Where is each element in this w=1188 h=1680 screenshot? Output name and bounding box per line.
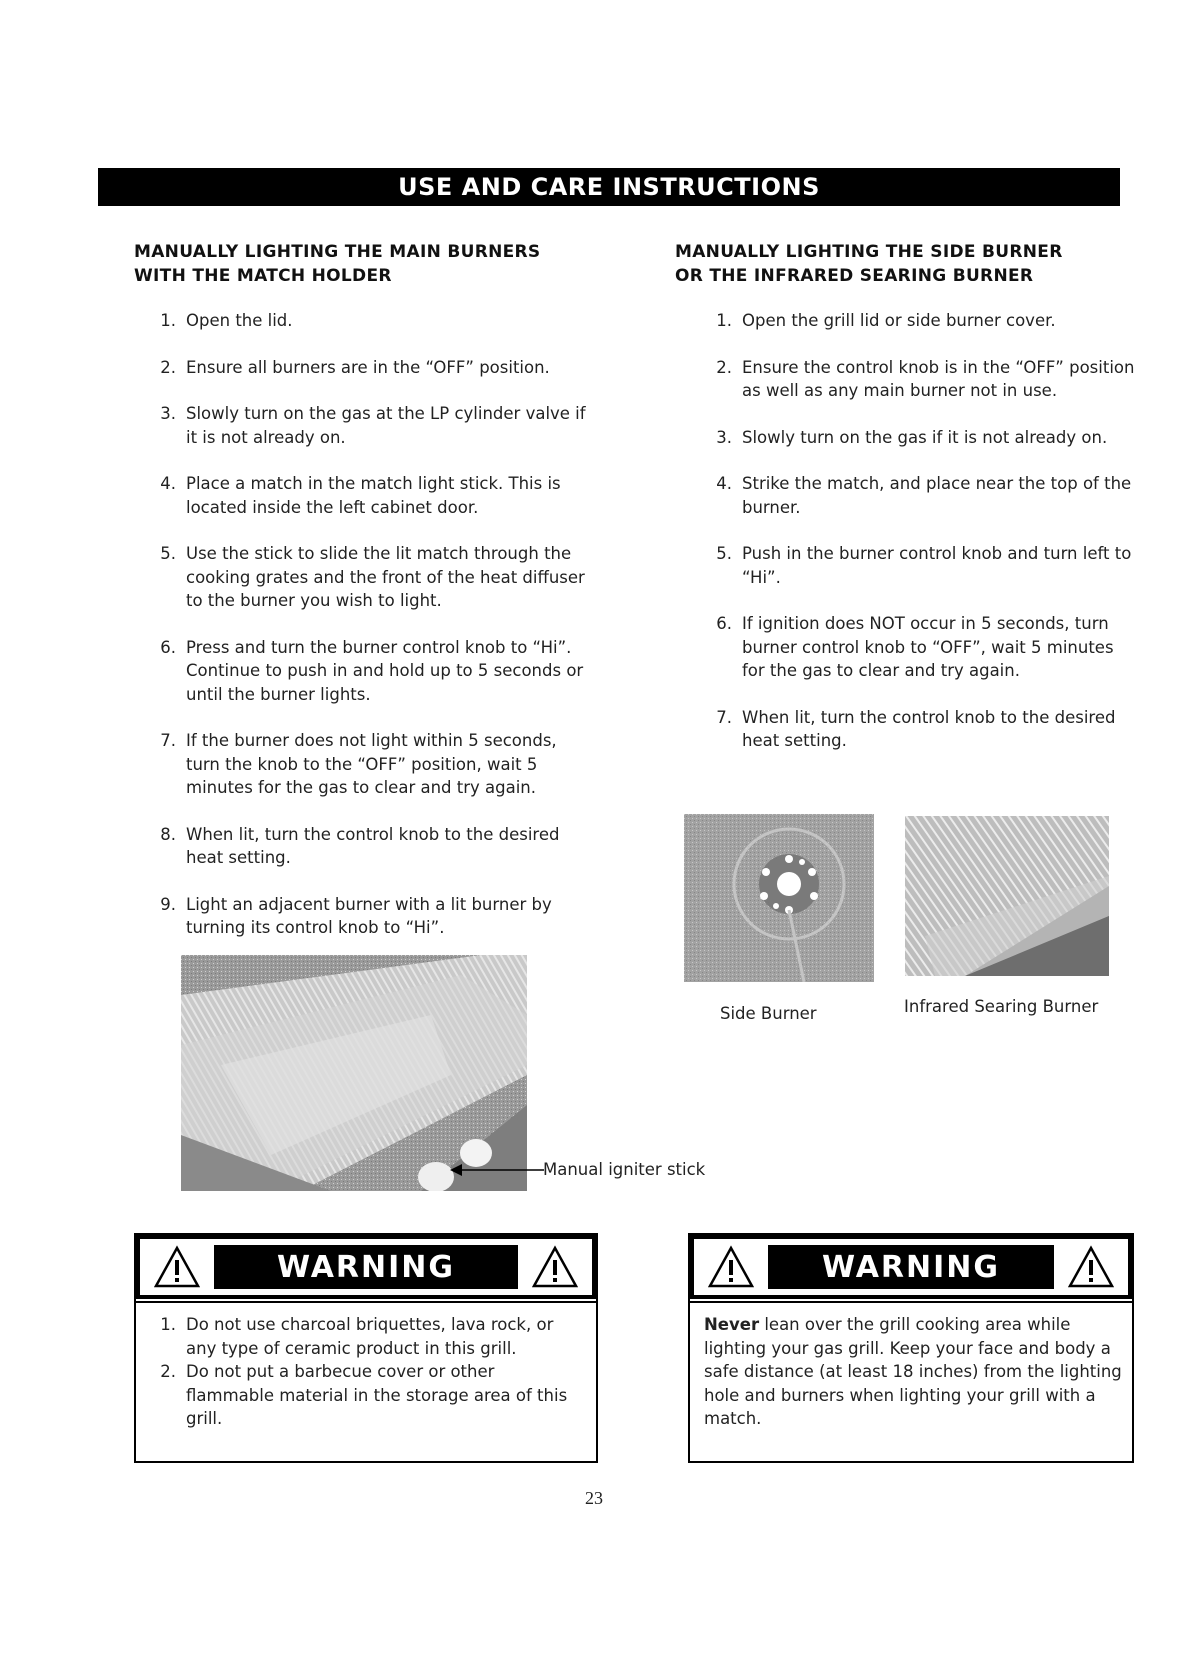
- warning-list: [152, 1313, 572, 1431]
- side-burner-steps: [708, 309, 1138, 753]
- side-burner-heading: MANUALLY LIGHTING THE SIDE BURNER OR THE INFRARED SEARING BURNER: [675, 242, 1063, 286]
- warning-label: WARNING: [276, 1249, 456, 1285]
- main-burners-heading: MANUALLY LIGHTING THE MAIN BURNERS WITH THE MATCH HOLDER: [134, 242, 541, 286]
- warning-box-right: [688, 1233, 1134, 1463]
- warning-text: Never lean over the grill cooking area while lighting your gas grill. Keep your face and body a safe distance (at least 18 inches) from the lighting hole and burners when lighting your grill with a match.: [704, 1315, 1122, 1428]
- igniter-stick-label: Manual igniter stick: [543, 1160, 706, 1179]
- infrared-burner-illustration: [905, 816, 1109, 976]
- grill-grate-illustration: [181, 955, 527, 1191]
- list-item: 8. When lit, turn the control knob to the desired heat setting.: [160, 824, 560, 867]
- list-item: 6. If ignition does NOT occur in 5 seconds, turn burner control knob to “OFF”, wait 5 minutes for the gas to clear and try again.: [716, 614, 1114, 680]
- list-item: 7. When lit, turn the control knob to the desired heat setting.: [716, 707, 1116, 750]
- warning-header: [690, 1235, 1132, 1299]
- list-item: 9. Light an adjacent burner with a lit burner by turning its control knob to “Hi”.: [160, 894, 552, 937]
- list-item: 4. Strike the match, and place near the top of the burner.: [716, 474, 1132, 517]
- warning-triangle-icon: [708, 1245, 754, 1289]
- side-burner-photo: [684, 814, 874, 982]
- list-item: 4. Place a match in the match light stick. This is located inside the left cabinet door.: [160, 474, 561, 517]
- list-item: 1. Open the grill lid or side burner cover.: [716, 311, 1056, 330]
- list-item: 3. Slowly turn on the gas if it is not already on.: [716, 427, 1108, 447]
- arrow-icon: [450, 1160, 545, 1180]
- warning-box-left: [134, 1233, 598, 1463]
- list-item: 6. Press and turn the burner control knob to “Hi”. Continue to push in and hold up to 5 seconds or until the burner lights.: [160, 637, 584, 704]
- infrared-burner-caption: Infrared Searing Burner: [904, 997, 1099, 1016]
- warning-label: WARNING: [821, 1249, 1001, 1285]
- page-number: 23: [585, 1488, 603, 1508]
- side-burner-illustration: [684, 814, 874, 982]
- warning-triangle-icon: [154, 1245, 200, 1289]
- infrared-burner-photo: [905, 816, 1109, 976]
- list-item: 3. Slowly turn on the gas at the LP cylinder valve if it is not already on.: [160, 404, 586, 447]
- list-item: 7. If the burner does not light within 5 seconds, turn the knob to the “OFF” position, wait 5 minutes for the gas to clear and try again.: [160, 731, 557, 797]
- list-item: 5. Use the stick to slide the lit match through the cooking grates and the front of the heat diffuser to the burner you wish to light.: [160, 544, 585, 610]
- section-title: USE AND CARE INSTRUCTIONS: [398, 173, 820, 201]
- main-burner-steps: [152, 309, 592, 940]
- list-item: 2. Ensure the control knob is in the “OFF” position as well as any main burner not in use.: [716, 357, 1135, 400]
- warning-triangle-icon: [532, 1245, 578, 1289]
- list-item: 5. Push in the burner control knob and turn left to “Hi”.: [716, 544, 1132, 587]
- list-item: 2. Ensure all burners are in the “OFF” position.: [160, 357, 550, 377]
- warning-header: [136, 1235, 596, 1299]
- section-banner: [98, 168, 1120, 206]
- list-item: 1. Open the lid.: [160, 311, 293, 330]
- list-item: 1. Do not use charcoal briquettes, lava rock, or any type of ceramic product in this grill.: [160, 1315, 554, 1358]
- list-item: 2. Do not put a barbecue cover or other flammable material in the storage area of this grill.: [160, 1362, 568, 1428]
- warning-triangle-icon: [1068, 1245, 1114, 1289]
- main-grill-photo: [181, 955, 527, 1191]
- side-burner-caption: Side Burner: [720, 1004, 817, 1023]
